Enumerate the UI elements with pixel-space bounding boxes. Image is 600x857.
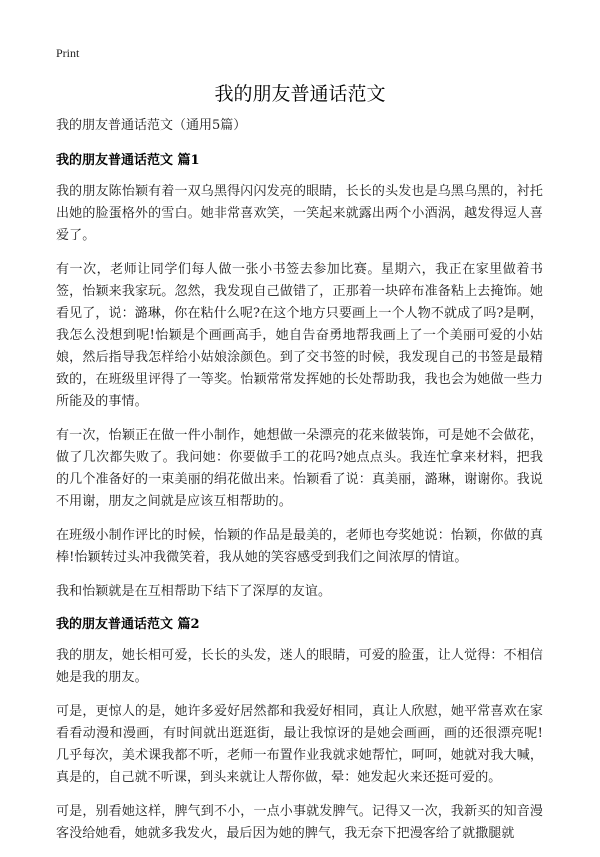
paragraph: 我的朋友陈怡颖有着一双乌黑得闪闪发亮的眼睛，长长的头发也是乌黑乌黑的，衬托出她的脸蛋格外的雪白。她非常喜欢笑，一笑起来就露出两个小酒涡，越发得逗人喜爱了。: [56, 184, 543, 243]
document-content: [56, 116, 543, 857]
paragraph: 有一次，老师让同学们每人做一张小书签去参加比赛。星期六，我正在家里做着书签，怡颖来我家玩。忽然，我发现自己做错了，正那着一块碎布准备粘上去掩饰。她看见了，说：潞琳，你在粘什么呢?在这个地方只要画上一个人物不就成了吗?是啊，我怎么没想到呢!怡颖是个画画高手，她自告奋勇地帮我画上了一个美丽可爱的小姑娘，然后指导我怎样给小姑娘涂颜色。到了交书签的时候，我发现自己的书签是最精致的，在班级里评得了一等奖。怡颖常常发挥她的长处帮助我，我也会为她做一些力所能及的事情。: [56, 262, 543, 409]
paragraph: 可是，更惊人的是，她许多爱好居然都和我爱好相同，真让人欣慰，她平常喜欢在家看看动漫和漫画，有时间就出逛逛街，最让我惊讶的是她会画画，画的还很漂亮呢!几乎每次，美术课我都不听，老师一布置作业我就求她帮忙，呵呵，她就对我大喊，真是的，自己就不听课，到头来就让人帮你做，晕：她发起火来还挺可爱的。: [56, 704, 543, 785]
paragraph: 可是，别看她这样，脾气到不小，一点小事就发脾气。记得又一次，我新买的知音漫客没给她看，她就多我发火，最后因为她的脾气，我无奈下把漫客给了就撒腿就: [56, 804, 543, 841]
print-link[interactable]: Print: [56, 46, 80, 60]
paragraph: 我和怡颖就是在互相帮助下结下了深厚的友谊。: [56, 584, 332, 599]
paragraph: 在班级小制作评比的时候，怡颖的作品是最美的，老师也夸奖她说：怡颖，你做的真棒!怡颖转过头冲我微笑着，我从她的笑容感受到我们之间浓厚的情谊。: [56, 528, 543, 565]
document-title: 我的朋友普通话范文: [214, 83, 386, 105]
section-1: [56, 151, 543, 603]
paragraph: 有一次，怡颖正在做一件小制作，她想做一朵漂亮的花来做装饰，可是她不会做花，做了几次都失败了。我问她：你要做手工的花吗?她点点头。我连忙拿来材料，把我的几个准备好的一束美丽的绢花做出来。怡颖看了说：真美丽，潞琳，谢谢你。我说不用谢，朋友之间就是应该互相帮助的。: [56, 428, 543, 509]
section-2: [56, 615, 543, 845]
document-subtitle: 我的朋友普通话范文（通用5篇）: [56, 118, 247, 133]
section-heading: 我的朋友普通话范文 篇2: [56, 617, 200, 632]
paragraph: 我的朋友，她长相可爱，长长的头发，迷人的眼睛，可爱的脸蛋，让人觉得：不相信她是我的朋友。: [56, 648, 543, 685]
section-heading: 我的朋友普通话范文 篇1: [56, 153, 200, 168]
